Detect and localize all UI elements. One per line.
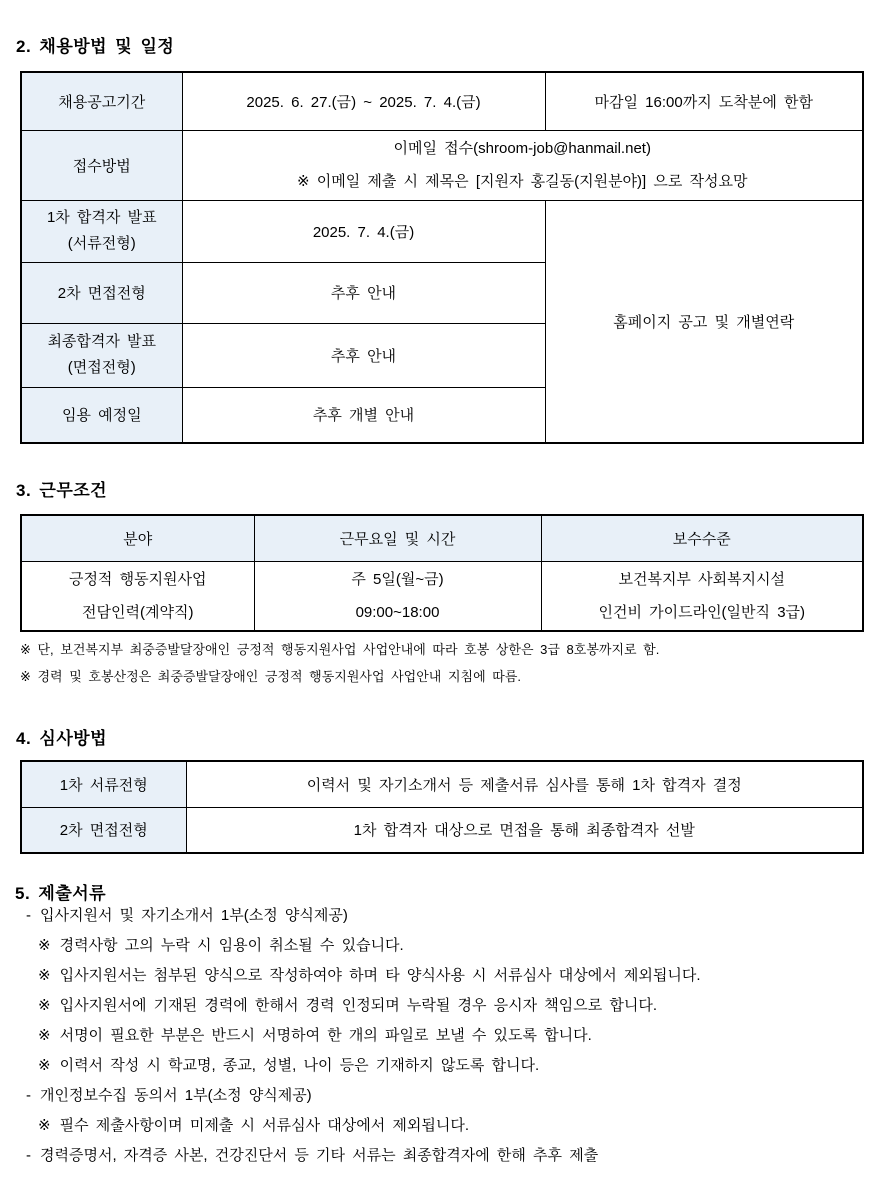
cell-announcement-channel: 홈페이지 공고 및 개별연락 xyxy=(545,200,863,443)
working-conditions-notes xyxy=(20,636,659,690)
list-item xyxy=(20,1111,701,1141)
email-subject-note: ※ 이메일 제출 시 제목은 [지원자 홍길동(지원분야)] 으로 작성요망 xyxy=(297,173,748,190)
cell-second-interview-date: 추후 안내 xyxy=(182,262,545,323)
table-row xyxy=(21,561,863,631)
recruitment-schedule-table xyxy=(20,71,864,444)
list-item xyxy=(20,901,701,931)
cell-line: 주 5일(월~금) xyxy=(351,570,444,588)
dash-bullet: - xyxy=(26,907,31,924)
cell-line: 전담인력(계약직) xyxy=(82,603,194,621)
list-item xyxy=(20,961,701,991)
column-header-pay-level: 보수수준 xyxy=(541,515,863,561)
column-header-workdays-hours: 근무요일 및 시간 xyxy=(254,515,541,561)
list-item-text: 필수 제출사항이며 미제출 시 서류심사 대상에서 제외됩니다. xyxy=(59,1117,470,1134)
cell-line: 인건비 가이드라인(일반직 3급) xyxy=(598,603,806,621)
cell-workdays-hours xyxy=(254,561,541,631)
reference-mark: ※ xyxy=(38,997,51,1014)
list-item xyxy=(20,1081,701,1111)
list-item-text: 개인정보수집 동의서 1부(소정 양식제공) xyxy=(40,1087,312,1104)
row-label-application-method: 접수방법 xyxy=(21,130,182,200)
submission-documents-list xyxy=(20,901,701,1171)
dash-bullet: - xyxy=(26,1087,31,1104)
table-row xyxy=(21,807,863,853)
row-label-first-pass-announcement xyxy=(21,200,182,262)
label-line: (면접전형) xyxy=(67,359,136,376)
reference-mark: ※ xyxy=(38,1117,51,1134)
list-item xyxy=(20,991,701,1021)
table-row xyxy=(21,200,863,262)
row-label-second-interview-screening: 2차 면접전형 xyxy=(21,807,186,853)
list-item-text: 입사지원서는 첨부된 양식으로 작성하여야 하며 타 양식사용 시 서류심사 대상에서 제외됩니다. xyxy=(59,967,701,984)
table-row xyxy=(21,72,863,130)
row-label-second-interview: 2차 면접전형 xyxy=(21,262,182,323)
list-item xyxy=(20,931,701,961)
cell-posting-deadline-note: 마감일 16:00까지 도착분에 한함 xyxy=(545,72,863,130)
cell-pay-level xyxy=(541,561,863,631)
reference-mark: ※ xyxy=(38,1057,51,1074)
cell-line: 긍정적 행동지원사업 xyxy=(68,570,207,588)
list-item xyxy=(20,1141,701,1171)
cell-first-pass-date: 2025. 7. 4.(금) xyxy=(182,200,545,262)
table-row xyxy=(21,761,863,807)
reference-mark: ※ xyxy=(38,1027,51,1044)
cell-application-method-value xyxy=(182,130,863,200)
reference-mark: ※ xyxy=(38,937,51,954)
cell-line: 09:00~18:00 xyxy=(355,603,440,621)
cell-line: 보건복지부 사회복지시설 xyxy=(618,570,786,588)
label-line: 1차 합격자 발표 xyxy=(46,209,157,226)
cell-posting-period-value: 2025. 6. 27.(금) ~ 2025. 7. 4.(금) xyxy=(182,72,545,130)
row-label-appointment-date: 임용 예정일 xyxy=(21,387,182,443)
cell-appointment-date-value: 추후 개별 안내 xyxy=(182,387,545,443)
list-item-text: 이력서 작성 시 학교명, 종교, 성별, 나이 등은 기재하지 않도록 합니다. xyxy=(59,1057,540,1074)
list-item-text: 경력증명서, 자격증 사본, 건강진단서 등 기타 서류는 최종합격자에 한해 추후 제출 xyxy=(40,1147,599,1164)
section-title-submission-documents: 5. 제출서류 xyxy=(15,884,107,903)
note-line: ※ 단, 보건복지부 최중증발달장애인 긍정적 행동지원사업 사업안내에 따라 호봉 상한은 3급 8호봉까지로 함. xyxy=(20,642,660,657)
column-header-field: 분야 xyxy=(21,515,254,561)
list-item-text: 입사지원서에 기재된 경력에 한해서 경력 인정되며 누락될 경우 응시자 책임으로 합니다. xyxy=(59,997,658,1014)
row-label-posting-period: 채용공고기간 xyxy=(21,72,182,130)
note-line: ※ 경력 및 호봉산정은 최중증발달장애인 긍정적 행동지원사업 사업안내 지침에 따름. xyxy=(20,669,521,684)
reference-mark: ※ xyxy=(38,967,51,984)
section-title-working-conditions: 3. 근무조건 xyxy=(16,481,108,500)
working-conditions-table xyxy=(20,514,864,632)
cell-second-screening-description: 1차 합격자 대상으로 면접을 통해 최종합격자 선발 xyxy=(186,807,863,853)
list-item-text: 경력사항 고의 누락 시 임용이 취소될 수 있습니다. xyxy=(59,937,404,954)
list-item xyxy=(20,1051,701,1081)
list-item xyxy=(20,1021,701,1051)
label-line: (서류전형) xyxy=(67,235,136,252)
table-header-row xyxy=(21,515,863,561)
section-title-recruitment-schedule: 2. 채용방법 및 일정 xyxy=(16,37,175,56)
row-label-first-document-screening: 1차 서류전형 xyxy=(21,761,186,807)
dash-bullet: - xyxy=(26,1147,31,1164)
cell-final-pass-date: 추후 안내 xyxy=(182,323,545,387)
cell-first-screening-description: 이력서 및 자기소개서 등 제출서류 심사를 통해 1차 합격자 결정 xyxy=(186,761,863,807)
cell-field xyxy=(21,561,254,631)
review-method-table xyxy=(20,760,864,854)
list-item-text: 입사지원서 및 자기소개서 1부(소정 양식제공) xyxy=(40,907,348,924)
section-title-review-method: 4. 심사방법 xyxy=(16,729,108,748)
table-row xyxy=(21,130,863,200)
email-address-line: 이메일 접수(shroom-job@hanmail.net) xyxy=(393,140,651,157)
list-item-text: 서명이 필요한 부분은 반드시 서명하여 한 개의 파일로 보낼 수 있도록 합니다. xyxy=(59,1027,592,1044)
label-line: 최종합격자 발표 xyxy=(47,333,157,350)
row-label-final-pass-announcement xyxy=(21,323,182,387)
